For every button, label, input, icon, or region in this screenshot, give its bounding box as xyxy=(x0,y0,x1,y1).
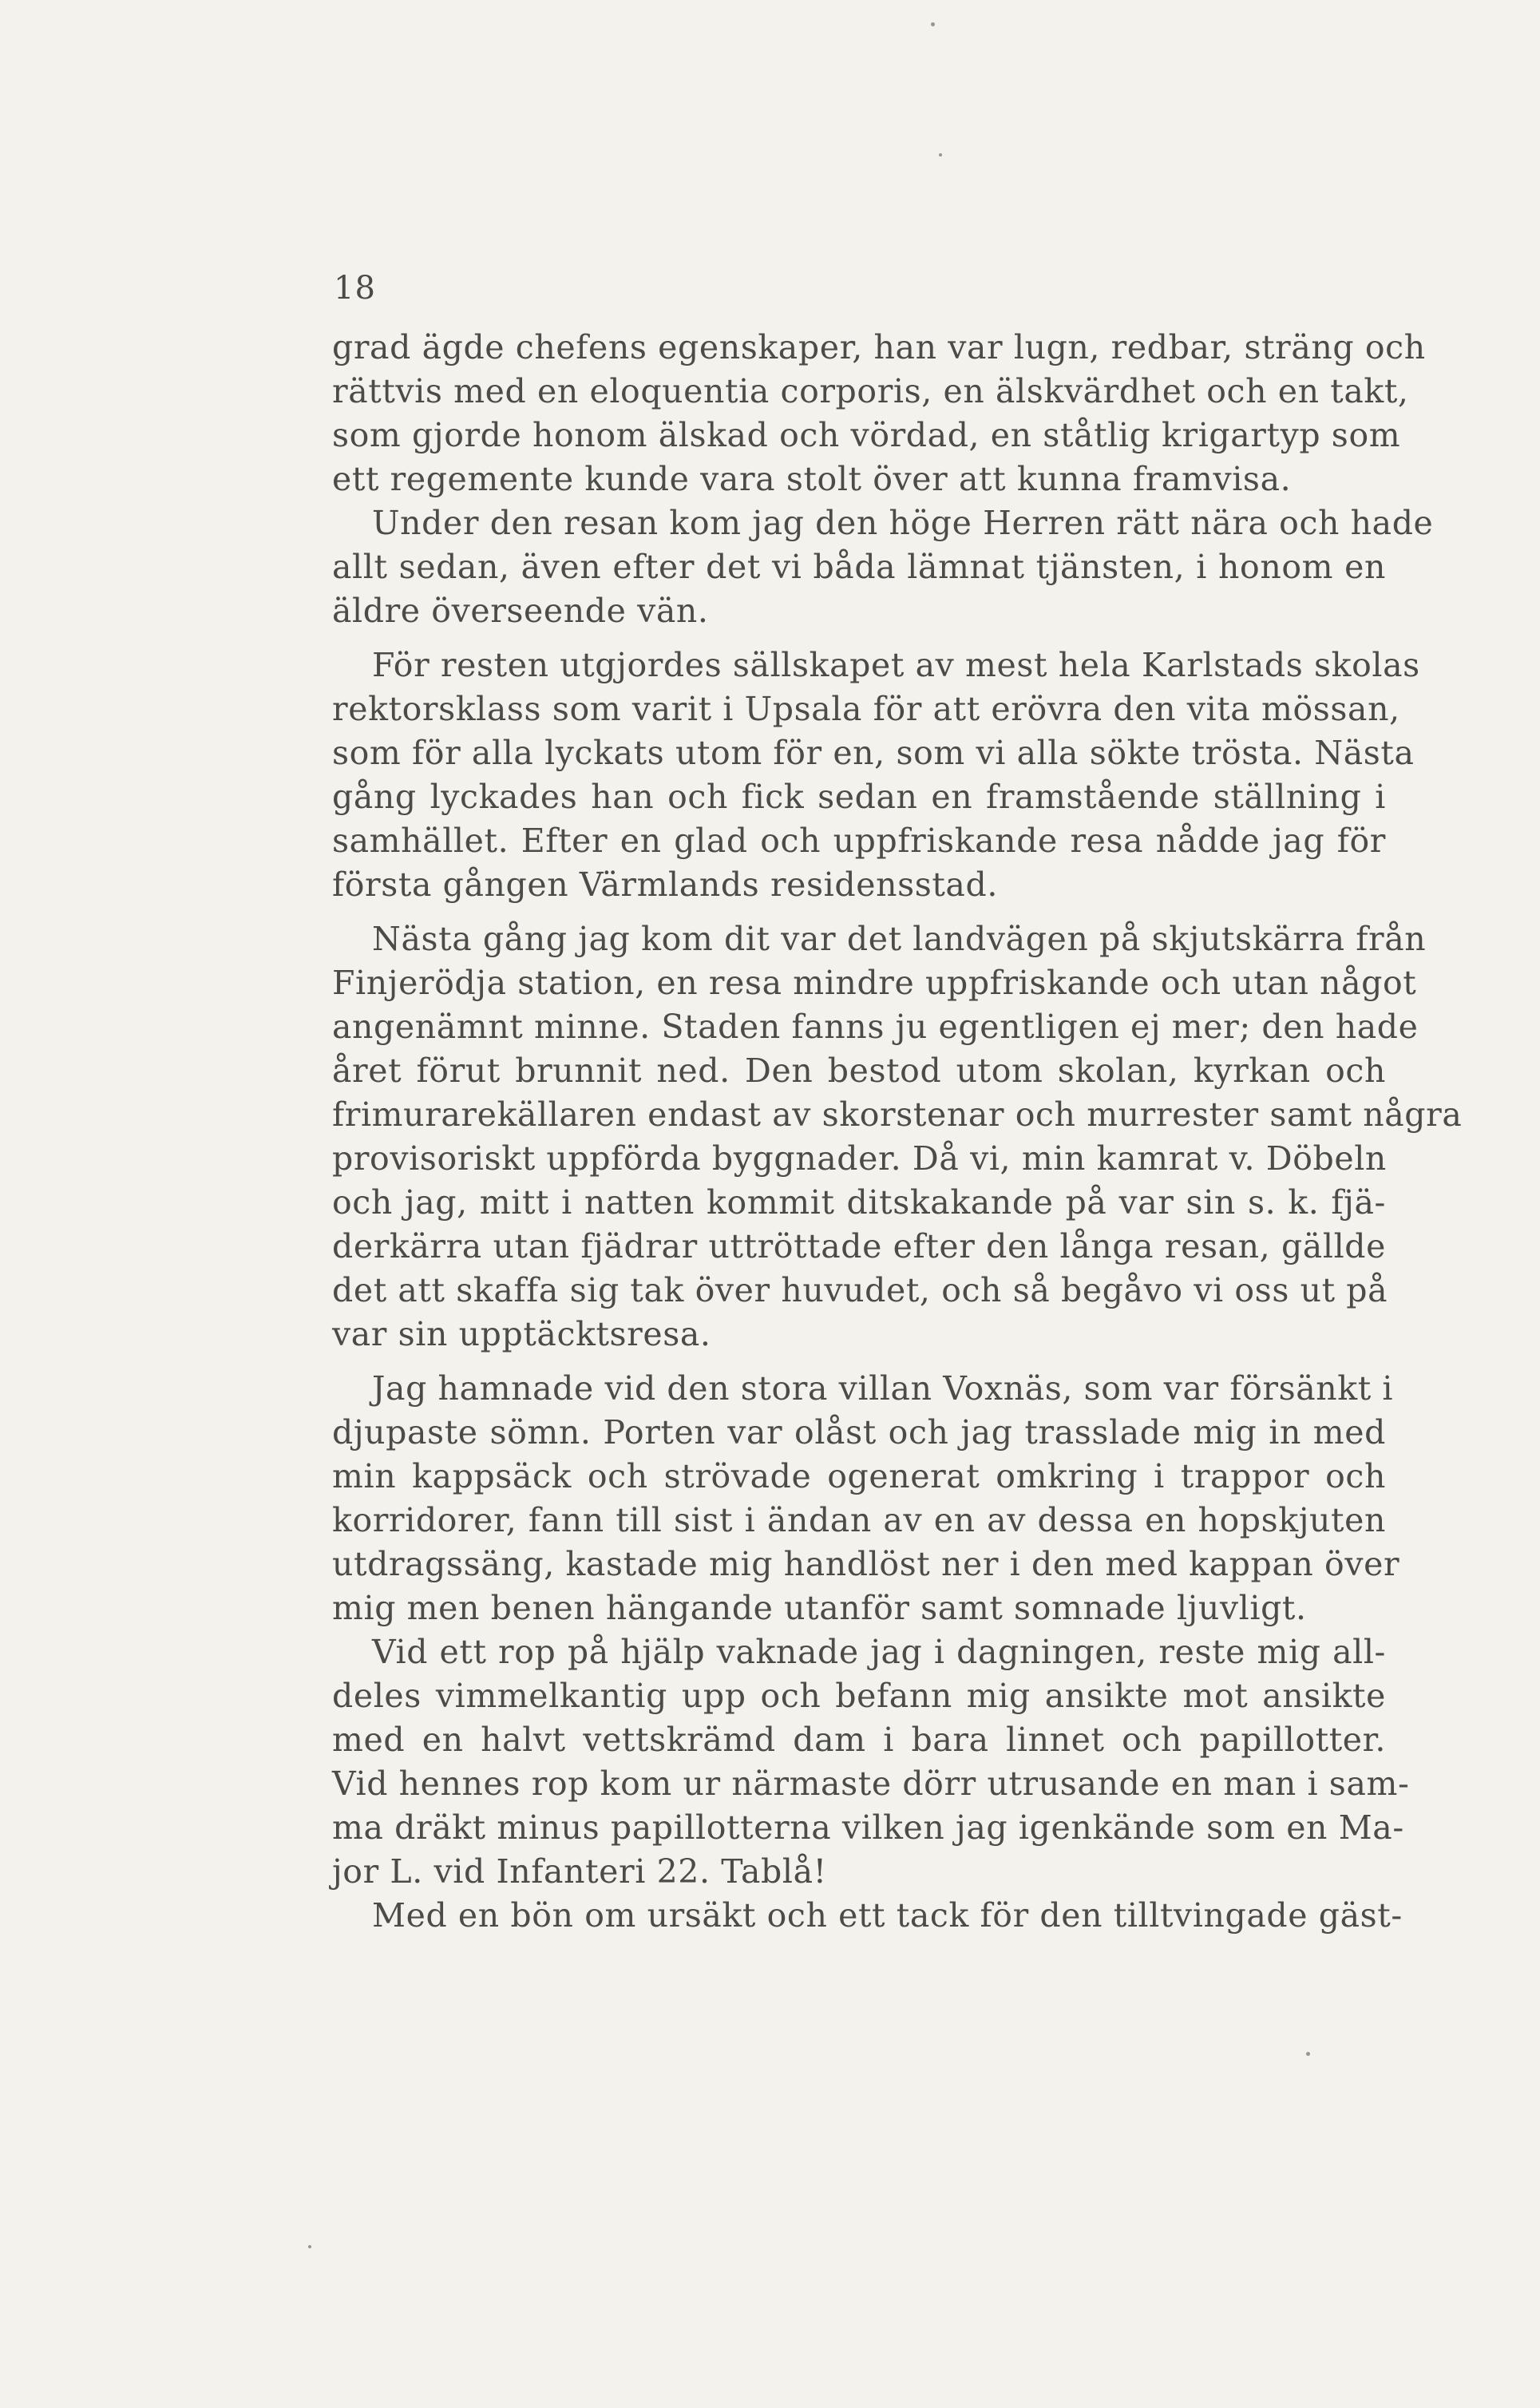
text-line: jor L. vid Infanteri 22. Tablå! xyxy=(332,1852,827,1891)
text-line: det att skaffa sig tak över huvudet, och så begåvo vi oss ut på xyxy=(332,1271,1388,1309)
paragraph-1 xyxy=(332,326,1426,501)
paragraph-gap xyxy=(332,1356,1386,1367)
text-line: min kappsäck och strövade ogenerat omkring i trappor och xyxy=(332,1457,1386,1495)
text-line: Finjerödja station, en resa mindre uppfriskande och utan något xyxy=(332,964,1417,1002)
text-line: Vid hennes rop kom ur närmaste dörr utrusande en man i sam- xyxy=(332,1764,1410,1803)
paper-speck xyxy=(1306,2052,1310,2056)
text-line: Jag hamnade vid den stora villan Voxnäs, som var försänkt i xyxy=(372,1369,1394,1408)
paragraph-6 xyxy=(332,1894,1403,1938)
text-line: ett regemente kunde vara stolt över att kunna framvisa. xyxy=(332,460,1292,498)
text-line: samhället. Efter en glad och uppfriskande resa nådde jag för xyxy=(332,822,1386,860)
paragraph-2 xyxy=(332,501,1434,633)
text-line: Nästa gång jag kom dit var det landvägen på skjutskärra från xyxy=(372,920,1427,958)
text-line: provisoriskt uppförda byggnader. Då vi, min kamrat v. Döbeln xyxy=(332,1139,1387,1178)
text-line: allt sedan, även efter det vi båda lämnat tjänsten, i honom en xyxy=(332,548,1386,586)
text-line: mig men benen hängande utanför samt somnade ljuvligt. xyxy=(332,1589,1307,1627)
text-line: var sin upptäcktsresa. xyxy=(332,1315,711,1353)
paragraph-3 xyxy=(332,644,1420,907)
text-line: gång lyckades han och fick sedan en framstående ställning i xyxy=(332,778,1386,816)
paper-speck xyxy=(931,22,935,26)
text-line: utdragssäng, kastade mig handlöst ner i den med kappan över xyxy=(332,1545,1400,1583)
text-line: som gjorde honom älskad och vördad, en ståtlig krigartyp som xyxy=(332,416,1401,454)
paper-speck xyxy=(939,153,942,156)
text-line: med en halvt vettskrämd dam i bara linnet och papillotter. xyxy=(332,1721,1386,1759)
text-line: derkärra utan fjädrar uttröttade efter den långa resan, gällde xyxy=(332,1227,1386,1265)
text-line: deles vimmelkantig upp och befann mig ansikte mot ansikte xyxy=(332,1677,1386,1715)
text-line: djupaste sömn. Porten var olåst och jag trasslade mig in med xyxy=(332,1413,1386,1452)
text-line: rättvis med en eloquentia corporis, en älskvärdhet och en takt, xyxy=(332,372,1409,410)
text-line: Vid ett rop på hjälp vaknade jag i dagningen, reste mig all- xyxy=(372,1633,1386,1671)
paragraph-4 xyxy=(332,917,1463,1356)
text-line: ma dräkt minus papillotterna vilken jag igenkände som en Ma- xyxy=(332,1808,1404,1847)
text-line: äldre överseende vän. xyxy=(332,592,709,630)
page-number: 18 xyxy=(334,270,376,307)
text-line: Under den resan kom jag den höge Herren rätt nära och hade xyxy=(372,504,1434,542)
text-line: frimurarekällaren endast av skorstenar och murrester samt några xyxy=(332,1095,1463,1134)
text-line: grad ägde chefens egenskaper, han var lugn, redbar, sträng och xyxy=(332,328,1426,366)
text-line: som för alla lyckats utom för en, som vi alla sökte trösta. Nästa xyxy=(332,734,1415,772)
text-line: Med en bön om ursäkt och ett tack för den tilltvingade gäst- xyxy=(372,1896,1403,1935)
text-line: första gången Värmlands residensstad. xyxy=(332,865,998,904)
text-line: rektorsklass som varit i Upsala för att erövra den vita mössan, xyxy=(332,690,1400,728)
text-line: året förut brunnit ned. Den bestod utom skolan, kyrkan och xyxy=(332,1052,1386,1090)
paper-speck xyxy=(308,2245,311,2248)
paragraph-5 xyxy=(332,1367,1410,1894)
body-text xyxy=(332,326,1463,1938)
text-line: angenämnt minne. Staden fanns ju egentligen ej mer; den hade xyxy=(332,1008,1419,1046)
text-line: korridorer, fann till sist i ändan av en av dessa en hopskjuten xyxy=(332,1501,1386,1539)
paragraph-gap xyxy=(332,633,1386,644)
paragraph-gap xyxy=(332,907,1386,917)
text-line: och jag, mitt i natten kommit ditskakande på var sin s. k. fjä- xyxy=(332,1183,1386,1222)
text-line: För resten utgjordes sällskapet av mest hela Karlstads skolas xyxy=(372,646,1420,684)
